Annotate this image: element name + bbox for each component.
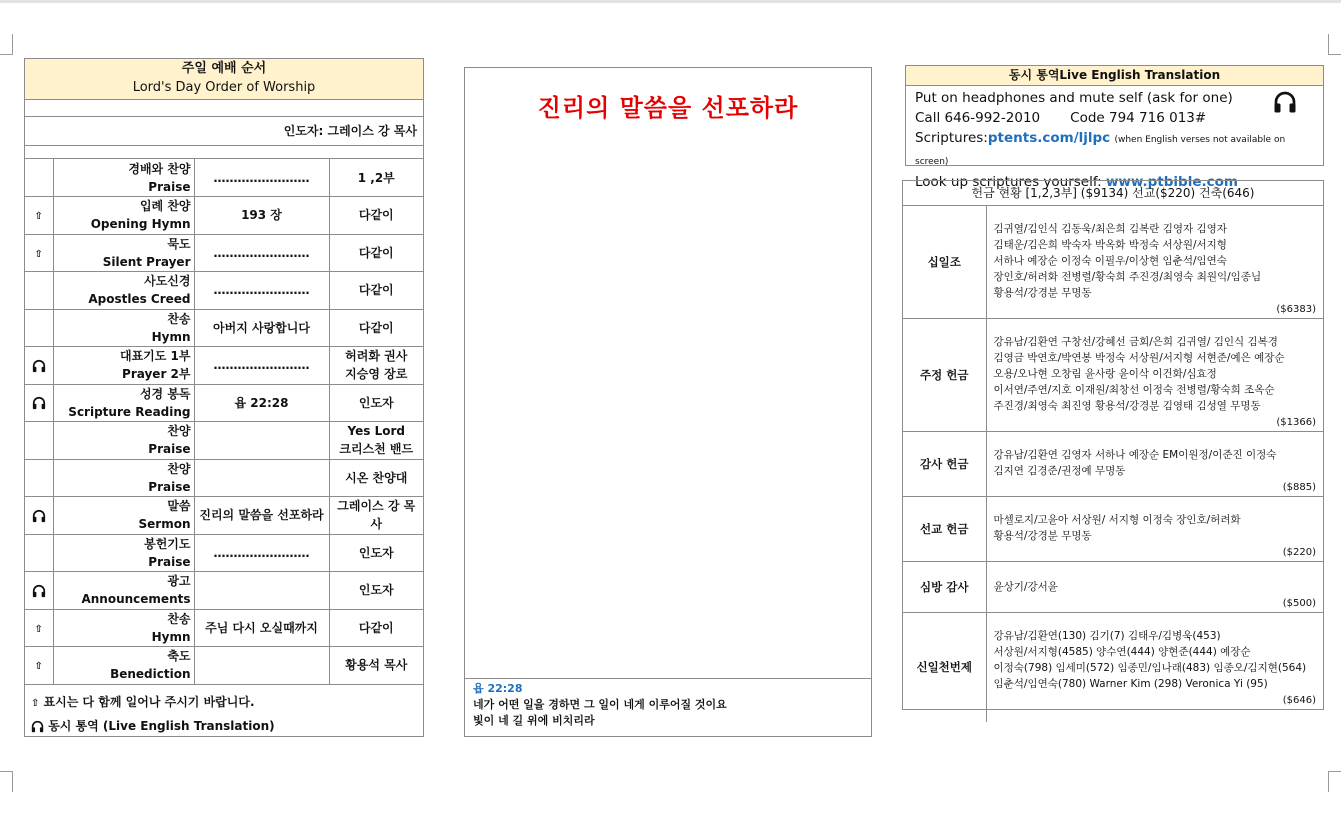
item-name-en: Sermon (138, 517, 191, 532)
donor-line: 임춘석/임연숙(780) Warner Kim (298) Veronica Yi (95) (993, 678, 1268, 690)
sermon-title: 진리의 말씀을 선포하라 (537, 94, 799, 122)
translation-box (905, 65, 1324, 190)
item-name-cell (53, 197, 194, 235)
verse-reference: 욥 22:28 (473, 682, 523, 695)
item-presenter-cell (329, 459, 423, 497)
item-detail: 진리의 말씀을 선포하라 (199, 508, 324, 523)
item-name-ko: 광고 (167, 574, 191, 589)
item-icon-cell (25, 459, 53, 497)
item-presenter-cell (329, 272, 423, 310)
item-detail-cell (194, 197, 329, 235)
offering-category: 감사 헌금 (903, 432, 986, 497)
item-name-cell (53, 384, 194, 422)
item-presenter-cell (329, 234, 423, 272)
worship-item-row (25, 459, 423, 497)
item-name-en: Praise (148, 479, 191, 494)
item-presenter-2: 지승영 장로 (345, 367, 408, 382)
donor-line: 서상원/서지형(4585) 양수연(444) 양현준(444) 예장순 (993, 646, 1251, 658)
offering-detail-cell (986, 432, 1323, 497)
item-presenter: 인도자 (358, 395, 394, 410)
item-name-en: Silent Prayer (102, 254, 191, 269)
item-name-ko: 찬양 (167, 424, 191, 439)
item-detail: …………………… (213, 245, 310, 260)
item-name-cell (53, 647, 194, 685)
item-presenter-cell (329, 309, 423, 347)
item-icon-cell (25, 384, 53, 422)
item-detail: …………………… (213, 170, 310, 185)
item-presenter-cell (329, 572, 423, 610)
item-name-cell (53, 534, 194, 572)
headphones-icon (32, 583, 46, 597)
worship-item-row (25, 647, 423, 685)
offering-row (903, 497, 1323, 562)
item-name-cell (53, 309, 194, 347)
crop-mark-top-right (1328, 34, 1341, 55)
item-name-en: Announcements (81, 592, 191, 607)
worship-leader: 인도자: 그레이스 강 목사 (25, 117, 423, 146)
item-name-ko: 입례 찬양 (139, 199, 191, 214)
item-name-cell (53, 272, 194, 310)
offering-row (903, 206, 1323, 319)
donor-names (988, 614, 1323, 692)
item-name-ko: 대표기도 1부 (120, 349, 191, 364)
donor-names (988, 498, 1323, 544)
item-presenter-cell (329, 384, 423, 422)
headphones-icon (32, 358, 46, 372)
donor-line: 김영금 박연호/박연봉 박정숙 서상원/서지형 서현준/예은 예장순 (993, 352, 1285, 364)
item-detail: …………………… (213, 545, 310, 560)
item-name-ko: 성경 봉독 (139, 386, 191, 401)
item-presenter: 허려화 권사 (345, 349, 408, 364)
donor-line: 황용석/강경분 무명동 (993, 530, 1092, 542)
item-detail-cell (194, 309, 329, 347)
offering-panel (902, 180, 1324, 710)
translation-note (31, 715, 417, 737)
item-presenter-cell (329, 534, 423, 572)
worship-item-row (25, 609, 423, 647)
item-detail-cell (194, 272, 329, 310)
item-presenter: 그레이스 강 목사 (337, 499, 416, 532)
donor-line: 강유남/김환연 구창선/강혜선 금회/은희 김귀열/ 김인식 김복경 (993, 336, 1278, 348)
headphones-icon (32, 508, 46, 522)
worship-item-row (25, 422, 423, 460)
scriptures-link[interactable]: ptents.com/ljlpc (987, 130, 1111, 146)
donor-line: 김태운/김은희 박숙자 박옥화 박정숙 서상원/서지형 (993, 239, 1227, 251)
offering-row (903, 432, 1323, 497)
worship-item-row (25, 384, 423, 422)
item-presenter: 인도자 (358, 545, 394, 560)
item-name-en: Apostles Creed (88, 292, 191, 307)
donor-line: 서하나 예장순 이정숙 이필우/이상현 임춘석/임연숙 (993, 255, 1227, 267)
offering-detail-cell (986, 497, 1323, 562)
donor-line: 강유남/김환연 김영자 서하나 예장순 EM이원정/이준진 이정숙 (993, 449, 1277, 461)
translation-note-text: 동시 통역 (Live English Translation) (48, 718, 275, 733)
item-name-cell (53, 497, 194, 535)
crop-mark-bottom-left (0, 771, 13, 792)
item-presenter-cell (329, 497, 423, 535)
item-icon-cell (25, 647, 53, 685)
headphones-icon (32, 396, 46, 410)
spacer-row (25, 100, 423, 117)
item-name-en: Hymn (151, 329, 191, 344)
offering-row (903, 613, 1323, 722)
donor-line: 오용/오나현 오창림 윤사랑 윤이삭 이건화/심효정 (993, 368, 1217, 380)
worship-title-en: Lord's Day Order of Worship (132, 80, 316, 95)
item-detail: 193 장 (241, 208, 282, 223)
worship-item-row (25, 234, 423, 272)
stand-note (31, 691, 417, 715)
arrow-up-icon: ⇧ (34, 248, 43, 260)
offering-category: 선교 헌금 (903, 497, 986, 562)
item-icon-cell (25, 309, 53, 347)
worship-order-table (25, 159, 423, 685)
offering-detail-cell (986, 319, 1323, 432)
offering-amount: ($1366) (1276, 417, 1316, 428)
item-detail-cell (194, 609, 329, 647)
item-icon-cell (25, 159, 53, 197)
headphones-icon (1273, 90, 1297, 120)
offering-amount: ($6383) (1276, 304, 1316, 315)
translation-instructions: Put on headphones and mute self (ask for one) (915, 90, 1233, 106)
worship-notes (25, 685, 423, 743)
item-name-ko: 사도신경 (144, 274, 191, 289)
item-presenter: 다같이 (358, 245, 394, 260)
spacer-row (25, 146, 423, 159)
item-detail-cell (194, 347, 329, 385)
item-detail: 주님 다시 오실때까지 (205, 620, 318, 635)
worship-item-row (25, 272, 423, 310)
call-code: Code 794 716 013# (1070, 110, 1207, 126)
item-presenter-cell (329, 647, 423, 685)
worship-item-row (25, 159, 423, 197)
item-icon-cell (25, 272, 53, 310)
sermon-verse (465, 678, 871, 737)
stand-note-text: 표시는 다 함께 일어나 주시기 바랍니다. (43, 694, 255, 709)
item-name-en: Opening Hymn (90, 217, 191, 232)
worship-item-row (25, 347, 423, 385)
item-name-en: Scripture Reading (68, 404, 191, 419)
item-name-en: Praise (148, 179, 191, 194)
offering-table (903, 206, 1323, 722)
offering-category: 신일천번제 (903, 613, 986, 722)
donor-line: 마셀로지/고윤아 서상원/ 서지형 이정숙 장인호/허려화 (993, 514, 1241, 526)
top-border (0, 0, 1341, 3)
item-detail-cell (194, 534, 329, 572)
item-name-ko: 찬송 (167, 311, 191, 326)
offering-amount: ($885) (1282, 482, 1316, 493)
crop-mark-top-left (0, 34, 13, 55)
item-presenter: 다같이 (358, 320, 394, 335)
item-detail-cell (194, 459, 329, 497)
item-icon-cell (25, 497, 53, 535)
donor-line: 김귀열/김인식 김동욱/최은희 김복란 김영자 김영자 (993, 223, 1227, 235)
donor-line: 황용석/강경분 무명동 (993, 287, 1092, 299)
item-detail-cell (194, 572, 329, 610)
item-name-cell (53, 422, 194, 460)
item-name-cell (53, 234, 194, 272)
call-number: Call 646-992-2010 (915, 110, 1041, 126)
scriptures-note: (when English verses not available on screen) (915, 135, 1286, 167)
item-detail: …………………… (213, 358, 310, 373)
offering-row (903, 562, 1323, 613)
item-name-en: Praise (148, 554, 191, 569)
item-presenter-cell (329, 159, 423, 197)
headphones-icon (31, 719, 44, 733)
item-name-cell (53, 609, 194, 647)
donor-line: 김지연 김경준/권정예 무명동 (993, 465, 1126, 477)
lookup-label: Look up scriptures yourself: (915, 174, 1102, 190)
scriptures-label: Scriptures: (915, 130, 988, 146)
item-detail-cell (194, 647, 329, 685)
item-icon-cell (25, 347, 53, 385)
item-icon-cell (25, 422, 53, 460)
item-name-ko: 찬송 (167, 611, 191, 626)
item-presenter-2: 크리스천 밴드 (339, 442, 414, 457)
item-icon-cell (25, 609, 53, 647)
item-name-ko: 경배와 찬양 (128, 161, 191, 176)
item-name-ko: 말씀 (167, 499, 191, 514)
item-detail: …………………… (213, 283, 310, 298)
item-presenter: 1 ,2부 (357, 170, 395, 185)
donor-line: 윤상기/강서윤 (993, 581, 1058, 593)
item-presenter: 황용석 목사 (345, 658, 408, 673)
item-presenter: Yes Lord (347, 424, 405, 439)
item-detail: 욥 22:28 (234, 395, 289, 410)
sermon-panel (464, 67, 872, 737)
offering-row (903, 319, 1323, 432)
item-presenter: 인도자 (358, 583, 394, 598)
offering-category: 심방 감사 (903, 562, 986, 613)
offering-category: 주정 헌금 (903, 319, 986, 432)
scriptures-line (915, 128, 1314, 172)
worship-item-row (25, 197, 423, 235)
arrow-up-icon: ⇧ (31, 697, 40, 709)
worship-item-row (25, 309, 423, 347)
item-presenter-cell (329, 197, 423, 235)
crop-mark-bottom-right (1328, 771, 1341, 792)
item-name-ko: 묵도 (167, 236, 191, 251)
item-detail-cell (194, 159, 329, 197)
worship-item-row (25, 497, 423, 535)
item-detail-cell (194, 422, 329, 460)
offering-amount: ($500) (1282, 598, 1316, 609)
arrow-up-icon: ⇧ (34, 211, 43, 223)
item-name-cell (53, 159, 194, 197)
item-icon-cell (25, 234, 53, 272)
item-name-cell (53, 572, 194, 610)
arrow-up-icon: ⇧ (34, 623, 43, 635)
offering-detail-cell (986, 562, 1323, 613)
item-presenter-cell (329, 347, 423, 385)
item-name-ko: 찬양 (167, 461, 191, 476)
item-icon-cell (25, 534, 53, 572)
call-info (915, 108, 1314, 128)
offering-detail-cell (986, 206, 1323, 319)
donor-names (988, 563, 1323, 595)
item-presenter-cell (329, 422, 423, 460)
item-detail-cell (194, 497, 329, 535)
offering-amount: ($220) (1282, 547, 1316, 558)
translation-body (906, 86, 1323, 194)
item-presenter: 다같이 (358, 208, 394, 223)
offering-category: 십일조 (903, 206, 986, 319)
item-name-ko: 축도 (167, 649, 191, 664)
donor-line: 장인호/허려화 전병렬/황숙희 주진경/최영숙 최원익/임종님 (993, 271, 1262, 283)
item-presenter-cell (329, 609, 423, 647)
item-name-en: Prayer 2부 (122, 367, 191, 382)
donor-line: 이정숙(798) 임세미(572) 임종민/임나래(483) 임종오/김지현(564) (993, 662, 1307, 674)
donor-line: 주진경/최영숙 최진영 황용석/강경분 김영태 김성열 무명동 (993, 400, 1261, 412)
item-presenter: 다같이 (358, 620, 394, 635)
item-icon-cell (25, 197, 53, 235)
item-detail-cell (194, 384, 329, 422)
offering-amount: ($646) (1282, 695, 1316, 706)
item-detail: 아버지 사랑합니다 (213, 320, 310, 335)
offering-detail-cell (986, 613, 1323, 722)
item-detail-cell (194, 234, 329, 272)
item-name-en: Hymn (151, 629, 191, 644)
item-icon-cell (25, 572, 53, 610)
donor-names (988, 320, 1323, 414)
item-name-en: Praise (148, 442, 191, 457)
worship-item-row (25, 572, 423, 610)
item-name-cell (53, 459, 194, 497)
translation-header: 동시 통역Live English Translation (906, 66, 1323, 86)
verse-line-2: 빛이 네 길 위에 비치리라 (473, 714, 595, 727)
worship-order-header (25, 59, 423, 100)
arrow-up-icon: ⇧ (34, 661, 43, 673)
worship-order-panel (24, 58, 424, 737)
donor-line: 이서연/주연/지호 이재원/최창선 이정숙 전병렬/황숙희 조옥순 (993, 384, 1275, 396)
item-name-cell (53, 347, 194, 385)
verse-line-1: 네가 어떤 일을 경하면 그 일이 네게 이루어질 것이요 (473, 698, 727, 711)
worship-item-row (25, 534, 423, 572)
donor-line: 강유남/김환연(130) 김기(7) 김태우/김병욱(453) (993, 630, 1221, 642)
item-name-ko: 봉헌기도 (144, 536, 191, 551)
item-presenter: 시온 찬양대 (345, 470, 408, 485)
item-name-en: Benediction (110, 667, 191, 682)
lookup-link[interactable]: www.ptbible.com (1105, 174, 1238, 190)
offering-header: 헌금 현황 [1,2,3부] ($9134) 선교($220) 건축(646) (903, 181, 1323, 206)
donor-names (988, 207, 1323, 301)
worship-title-ko: 주일 예배 순서 (181, 61, 267, 76)
item-presenter: 다같이 (358, 283, 394, 298)
donor-names (988, 433, 1323, 479)
